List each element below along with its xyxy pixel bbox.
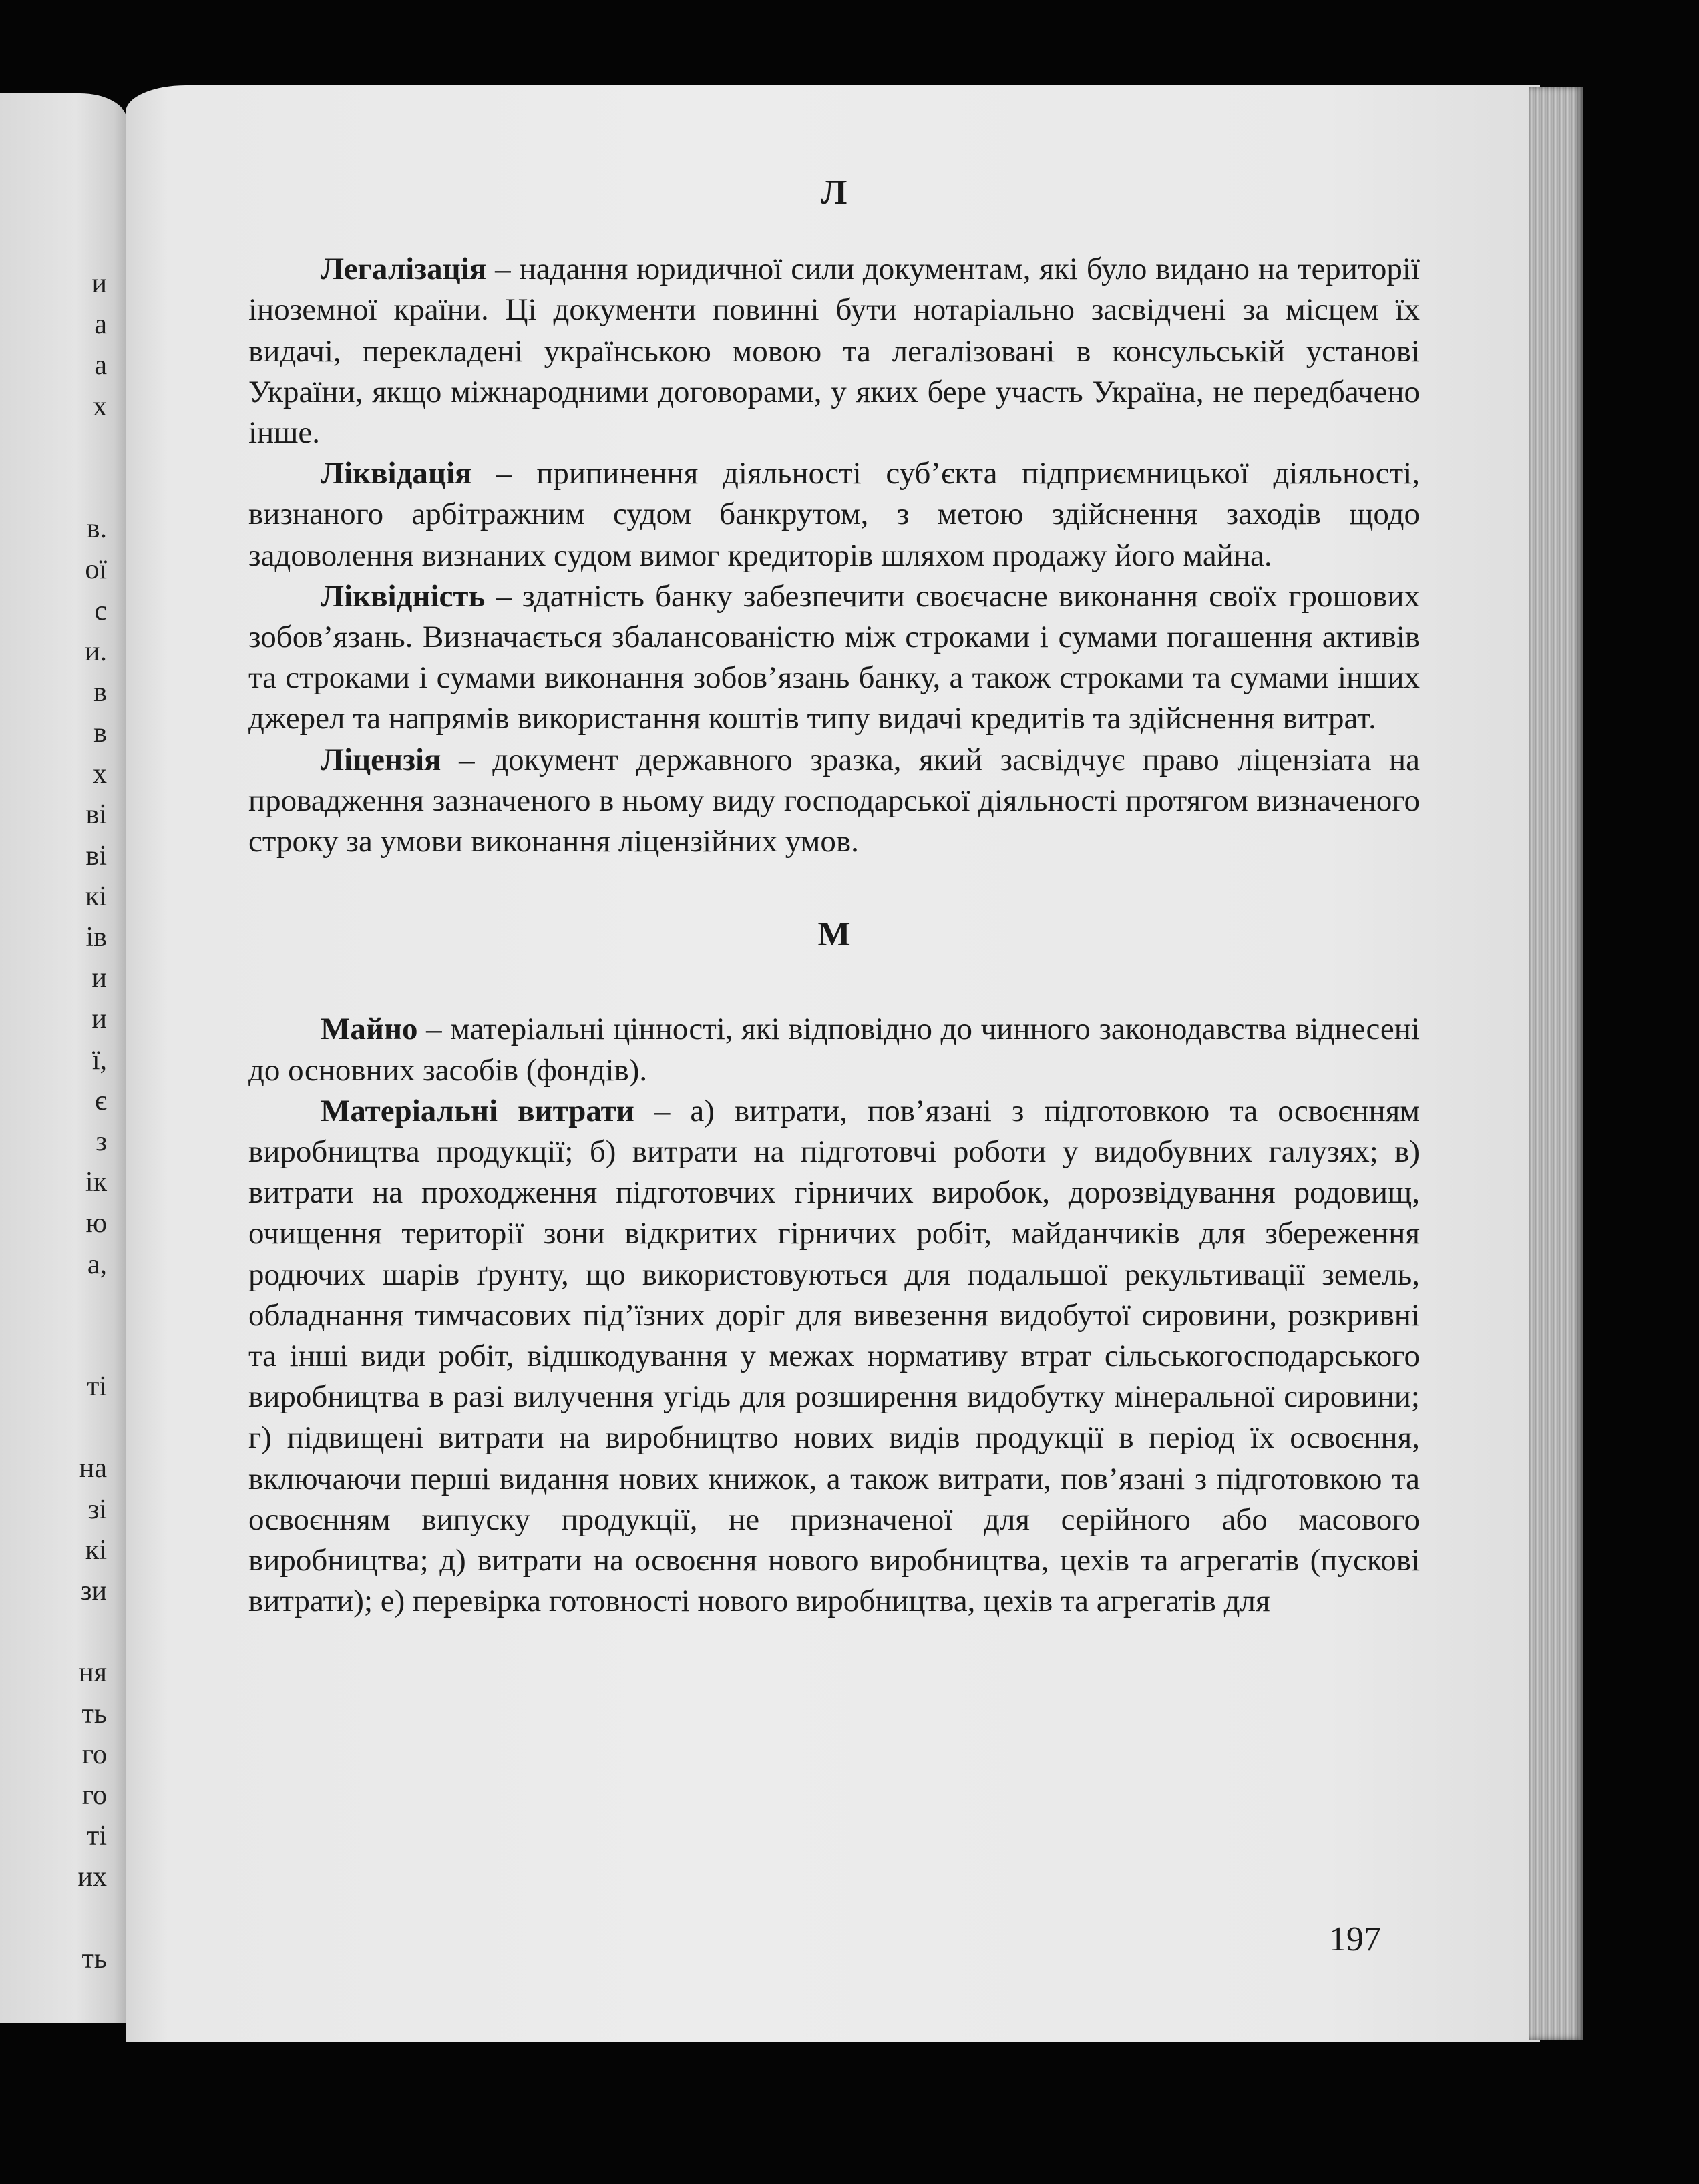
entry-legalization (248, 249, 1420, 453)
previous-page-fragment (7, 1326, 107, 1367)
previous-page-fragment (7, 1407, 107, 1448)
entry-definition: – здатність банку забезпечити своєчасне виконання своїх грошових зобов’язань. Визначається збалансованістю між строками і сумами погашення активів та строками і сумами виконання зобов’язань банку, а також строками та сумами інших джерел та напрямів використання коштів типу видачі кредитів та здійснення витрат. (248, 578, 1420, 736)
entry-definition: – а) витрати, пов’язані з підготовкою та освоєнням виробництва продукції; б) витрати на підготовчі роботи у видобувних галузях; в) витрати на проходження підготовчих гірничих виробок, дорозвідування родовищ, очищення території зони відкритих гірничих робіт, майданчиків для збереження родючих шарів ґрунту, що використовуються для подальшої рекультивації земель, обладнання тимчасових під’їзних доріг для вивезення видобутої сировини, розкривні та інші види робіт, відшкодування у межах нормативу втрат сільськогосподарського виробництва в разі вилучення угідь для розширення видобутку мінеральної сировини; г) підвищені витрати на виробництво нових видів продукції в період їх освоєння, включаючи перші видання нових книжок, а також витрати, пов’язані з підготовкою та освоєнням випуску продукції, не призначеної для серійного або масового виробництва; д) витрати на освоєння нового виробництва, цехів та агрегатів (пускові витрати); е) перевірка готовності нового виробництва, цехів та агрегатів для (248, 1093, 1421, 1619)
previous-page-fragment: ті (86, 1821, 107, 1852)
entry-definition: – матеріальні цінності, які відповідно до чинного законодавства віднесені до основних засобів (фондів). (248, 1012, 1420, 1088)
entry-license (248, 740, 1420, 863)
previous-page-fragment: ої (85, 554, 107, 586)
previous-page-fragment: и. (85, 636, 107, 667)
entry-term: Ліцензія (321, 742, 441, 777)
previous-page-fragment: з (96, 1126, 107, 1157)
entry-term: Ліквідність (321, 578, 486, 614)
previous-page-fragment: в (93, 718, 107, 749)
previous-page-fragment: и (91, 963, 107, 994)
previous-page-fragment: ті (86, 1371, 107, 1403)
section-letter-m: М (817, 915, 851, 954)
previous-page-fragment: их (77, 1862, 107, 1893)
previous-page-fragment: є (94, 1085, 107, 1116)
page-number: 197 (1329, 1920, 1381, 1958)
previous-page-fragment: и (91, 268, 107, 299)
previous-page-fragment (7, 468, 107, 509)
previous-page-fragment: кі (85, 881, 107, 912)
previous-page-fragment: ві (85, 799, 107, 831)
previous-page-fragment: х (93, 391, 107, 422)
entry-term: Ліквідація (321, 456, 472, 491)
entry-definition: – документ державного зразка, який засвідчує право ліцензіата на провадження зазначеного в ньому виду господарської діяльності протягом визначеного строку за умови виконання ліцензійних умов. (248, 742, 1420, 859)
previous-page-fragment (7, 1612, 107, 1653)
entry-term: Легалізація (321, 252, 487, 287)
previous-page-fragment: кі (85, 1534, 107, 1566)
previous-page-fragment (7, 1285, 107, 1326)
previous-page-fragment: в (93, 676, 107, 708)
previous-page-fragment: ік (85, 1167, 107, 1198)
entry-material-costs (248, 1091, 1420, 1622)
previous-page-fragment: на (79, 1453, 107, 1484)
previous-page-fragment: и (91, 1004, 107, 1035)
previous-page-fragment: ів (85, 922, 107, 953)
entry-liquidation (248, 453, 1420, 576)
previous-page-fragment: ю (85, 1208, 107, 1239)
previous-page-fragment: а (94, 309, 107, 341)
entry-definition: – надання юридичної сили документам, які було видано на території іноземної країни. Ці документи повинні бути нотаріально засвідчені за місцем їх видачі, перекладені українською мовою та легалізовані в консульській установі України, якщо міжнародними договорами, у яких бере участь Україна, не передбачено інше. (248, 252, 1420, 450)
previous-page-fragment: с (94, 595, 107, 626)
previous-page-fragment (7, 1898, 107, 1939)
previous-page-fragment: ві (85, 840, 107, 871)
previous-page-fragment (7, 427, 107, 468)
page-content (248, 172, 1420, 1622)
entry-liquidity (248, 576, 1420, 740)
previous-page-fragment: а, (87, 1249, 107, 1280)
entry-term: Матеріальні витрати (321, 1093, 634, 1128)
previous-page-fragment: го (81, 1739, 107, 1770)
previous-page-fragment: го (81, 1779, 107, 1811)
previous-page-fragment: зі (87, 1494, 107, 1525)
previous-page-text-fragments (7, 264, 107, 1980)
previous-page-fragment: ня (79, 1657, 107, 1689)
previous-page-fragment: ї, (91, 1044, 107, 1076)
section-letter-l: Л (821, 174, 847, 212)
page-block-edge (1529, 87, 1583, 2040)
entry-definition: – припинення діяльності суб’єкта підприємницької діяльності, визнаного арбітражним судом банкрутом, з метою здійснення заходів щодо задоволення визнаних судом вимог кредиторів шляхом продажу його майна. (248, 456, 1420, 573)
previous-page-fragment: в. (86, 513, 107, 545)
previous-page-fragment: зи (80, 1576, 107, 1606)
previous-page-fragment: а (94, 350, 107, 381)
previous-page-fragment: х (93, 758, 107, 790)
entry-property (248, 1009, 1420, 1090)
entry-term: Майно (321, 1012, 418, 1047)
previous-page-fragment: ть (81, 1943, 107, 1974)
previous-page-fragment: ть (81, 1698, 107, 1729)
previous-page (0, 93, 127, 2023)
